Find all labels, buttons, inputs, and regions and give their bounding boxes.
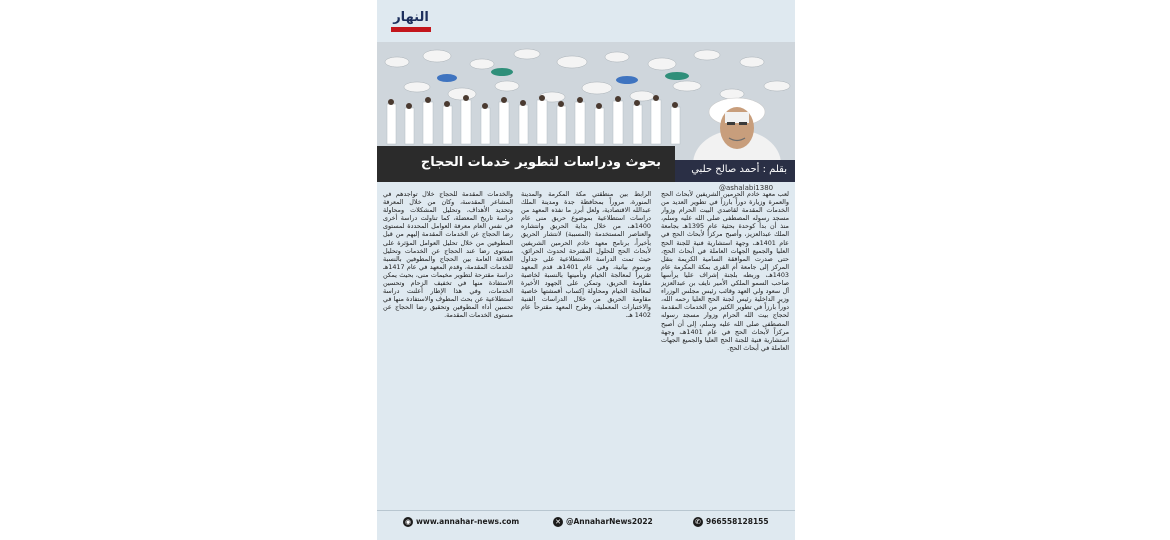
headline-bar	[377, 146, 675, 182]
article-column-3	[383, 190, 513, 506]
byline-bar	[675, 160, 795, 182]
article-column-2	[521, 190, 651, 506]
newspaper-logo	[383, 10, 439, 36]
footer-social[interactable]	[553, 517, 653, 527]
whatsapp-icon: ✆	[693, 517, 703, 527]
column-1-text: لعب معهد خادم الحرمين الشريفين لأبحاث الحج والعمرة وزيارة دوراً بارزاً في تطوير العديد من الخدمات المقدمة لقاصدي البيت الحرام وزوار مسجد رسوله المصطفى صلى الله عليه وسلم، منذ أن بدأ كوحدة بحثية عام 1395هـ بجامعة الملك عبدالعزيز، وأصبح مركزاً لأبحاث الحج في عام 1401هـ، وجهة استشارية فنية للجنة الحج العليا والجميع الجهات العاملة في أبحاث الحج، حتى صدرت الموافقة السامية الكريمة بنقل المركز إلى جامعة أم القرى بمكة المكرمة عام 1403هـ، وربطه بلجنة إشراف عليا يرأسها صاحب السمو الملكي الأمير نايف بن عبدالعزيز آل سعود ولي العهد وقائب رئيس مجلس الوزراء وزير الداخلية رئيس لجنة الحج العليا رحمه الله، دوراً بارزاً في تطوير الكثير من الخدمات المقدمة لحجاج بيت الله الحرام وزوار مسجد رسوله المصطفى صلى الله عليه وسلم، إلى أن أصبح مركزاً لأبحاث الحج في عام 1401هـ، وجهة استشارية فنية للجنة الحج العليا والجميع الجهات العاملة في أبحاث الحج.	[661, 190, 789, 352]
column-3-text: والخدمات المقدمة للحجاج خلال تواجدهم في المشاعر المقدسة، وكان من خلال المعرفة وتحديد الأهداف، وتحليل المشكلات ومحاولة دراسة تاريخ المعضلة، كما تناولت دراسة أخرى في نفس العام معرفة العوامل المحددة لمستوى رضا الحجاج عن الخدمات المقدمة إليهم من قبل المطوفين من خلال تحليل العوامل المؤثرة على مستوى رضا عند الحجاج عن الخدمات وتحليل العلاقة العامة بين الحجاج والمطوفين بالنسبة للخدمات المقدمة، وقدم المعهد في عام 1417هـ دراسة مقترحة لتطوير مخيمات منى، بحيث يمكن الاستفادة منها في تخفيف الزحام وتحسين الخدمات، وفي هذا الإطار أعلنت دراسة استطلاعية عن بحث المطوف والاستفادة منها في تحسين أداء المطوفين وتحقيق رضا الحجاج عن مستوى الخدمات المقدمة.	[383, 190, 513, 320]
logo-bar	[391, 27, 431, 32]
phone-text: 966558128155	[706, 517, 769, 526]
social-text: @AnnaharNews2022	[566, 517, 653, 526]
newspaper-page	[377, 0, 795, 540]
newspaper-name: النهار	[393, 10, 429, 25]
footer-phone[interactable]	[693, 517, 769, 527]
masthead	[377, 0, 795, 40]
footer-website[interactable]	[403, 517, 519, 527]
article-headline: بحوث ودراسات لتطوير خدمات الحجاج	[420, 155, 661, 170]
globe-icon: ◉	[404, 518, 412, 526]
footer	[377, 510, 795, 540]
column-2-text: الرابط بين منطقتي مكة المكرمة والمدينة المنورة، مروراً بمحافظة جدة ومدينة الملك عبدالله الاقتصادية، ولعل أبرز ما نفذه المعهد من دراسات استطلاعية بموضوع حريق منى عام 1400هـ، من خلال بداية الحريق وانتشاره والعناصر المستخدمة (المسببة) لانتشار الحريق بأخيراً، برنامج معهد خادم الحرمين الشريفين لأبحاث الحج للحلول المقترحة لحدوث الحرائق، حيث تمت الدراسة الاستطلاعية على جداول ورسوم بيانية، وفي عام 1401هـ قدم المعهد تقريراً لمعالجة الخيام وتأمينها بالنسبة لخاصية مقاومة الحريق، وتمكن على الجهود الأخيرة لمعالجة الخيام ومحاولة إكساب أقمشتها خاصية مقاومة الحريق من خلال الدراسات الفنية والاختبارات المعملية، وطرح المعهد مقترحاً عام 1402 هـ.	[521, 190, 651, 320]
article-column-1	[661, 190, 789, 506]
article-byline: بقلم : أحمد صالح حلبي	[691, 164, 787, 175]
author-handle: @ashalabi1380	[719, 184, 774, 192]
x-icon: ✕	[553, 517, 563, 527]
website-text: www.annahar-news.com	[416, 517, 520, 526]
